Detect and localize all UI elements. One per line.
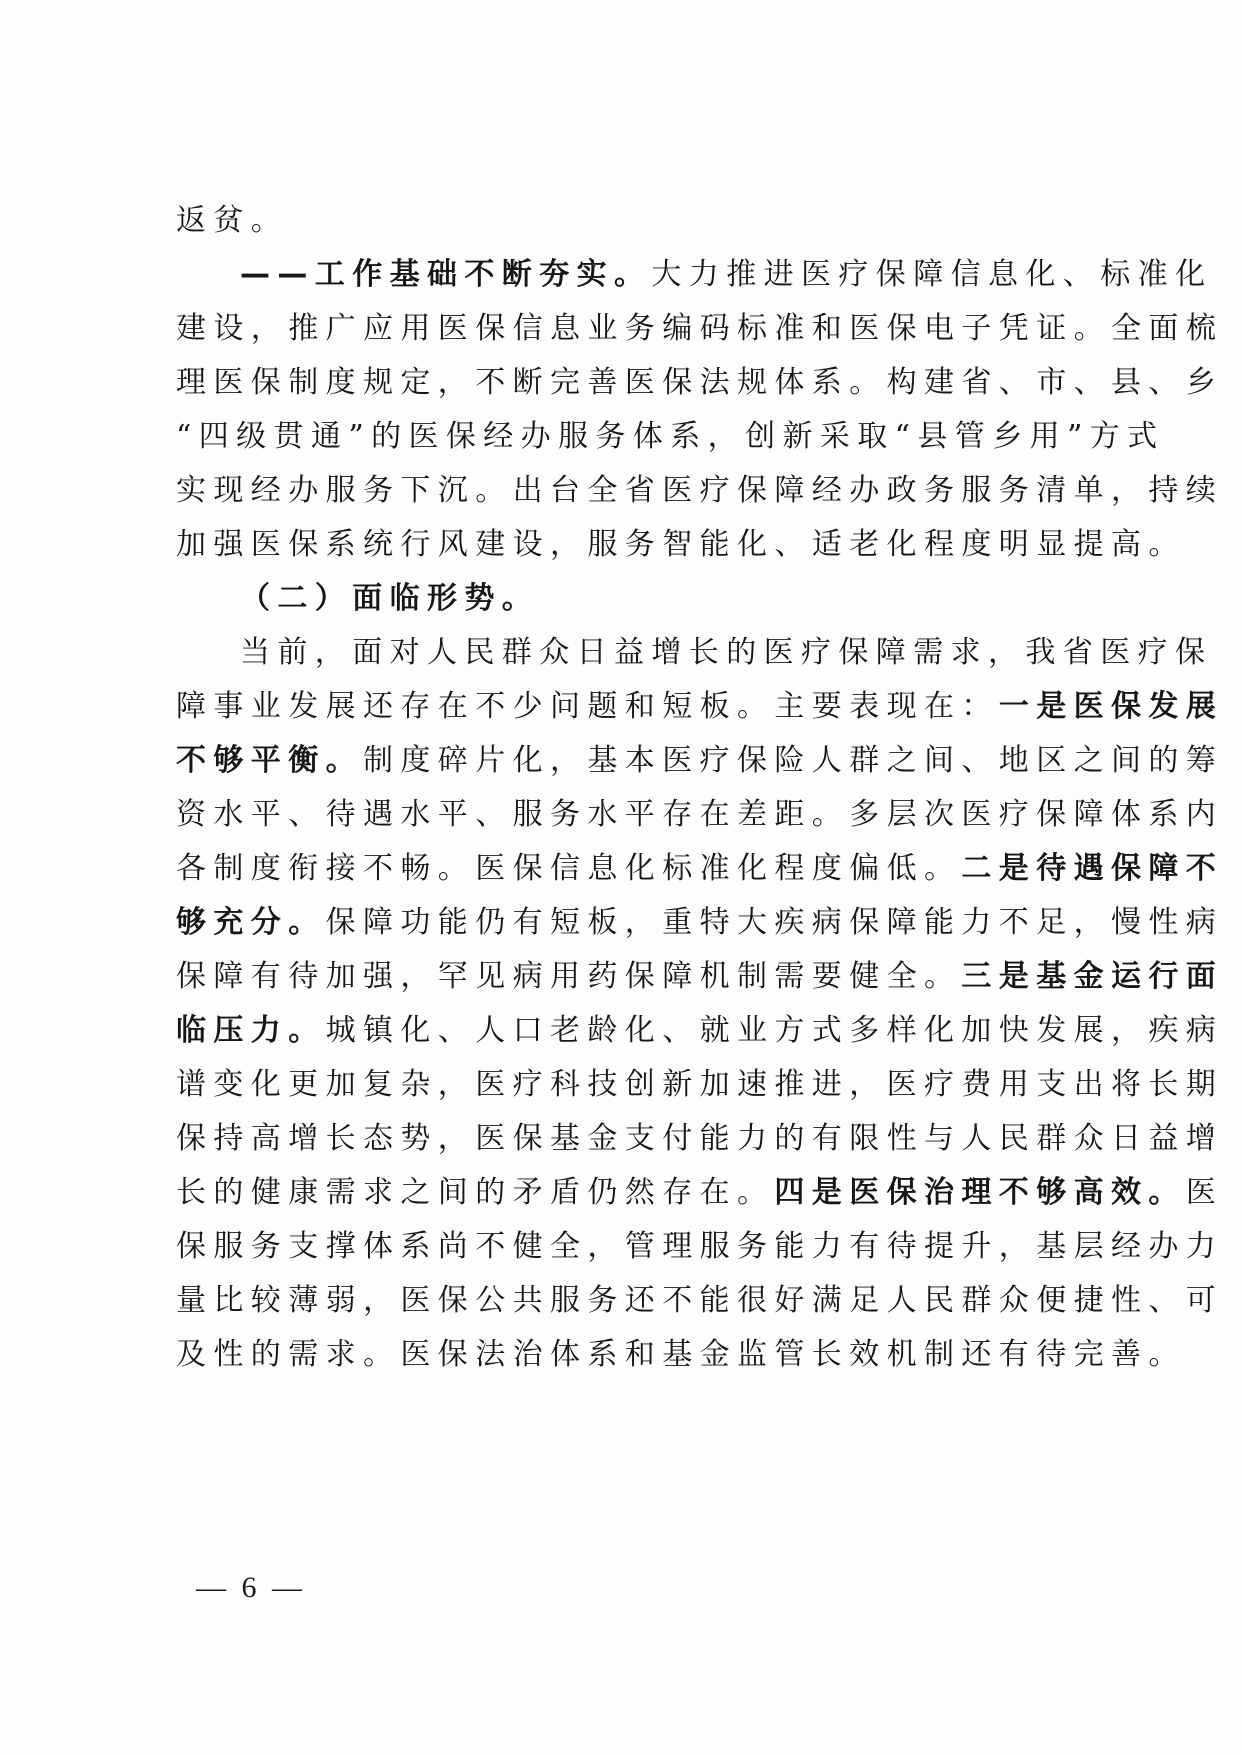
text-segment-bold: 够充分。: [176, 905, 326, 940]
text-segment: 城镇化、人口老龄化、就业方式多样化加快发展，疾病: [325, 1013, 1224, 1048]
text-line: [176, 687, 1223, 727]
text-segment: 实现经办服务下沉。出台全省医疗保障经办政务服务清单，持续: [176, 473, 1224, 508]
text-line: [176, 903, 1223, 943]
text-line: [176, 1173, 1223, 1213]
text-segment-bold: 三是基金运行面: [961, 959, 1224, 994]
text-line: [176, 471, 1223, 511]
text-line: [176, 1119, 1223, 1159]
text-segment-bold: 二是待遇保障不: [961, 851, 1224, 886]
text-segment: 当前，面对人民群众日益增长的医疗保障需求，我省医疗保: [240, 635, 1213, 670]
text-segment-bold: 四是医保治理不够高效。: [774, 1175, 1186, 1210]
text-segment: 保障功能仍有短板，重特大疾病保障能力不足，慢性病: [325, 905, 1224, 940]
text-line: [176, 795, 1223, 835]
text-segment: 大力推进医疗保障信息化、标准化: [651, 257, 1213, 292]
text-line: [176, 1335, 1186, 1375]
text-segment: 建设，推广应用医保信息业务编码标准和医保电子凭证。全面梳: [176, 311, 1224, 346]
text-line: [176, 741, 1223, 781]
text-segment-bold: （二）面临形势。: [240, 581, 540, 616]
text-segment: 制度碎片化，基本医疗保险人群之间、地区之间的筹: [363, 743, 1224, 778]
text-segment-bold: 临压力。: [176, 1013, 326, 1048]
section-heading: [240, 579, 539, 619]
text-segment: 理医保制度规定，不断完善医保法规体系。构建省、市、县、乡: [176, 365, 1224, 400]
text-segment: 保服务支撑体系尚不健全，管理服务能力有待提升，基层经办力: [176, 1229, 1224, 1264]
text-segment-bold: 一是医保发展: [998, 689, 1224, 724]
text-segment: 医: [1185, 1175, 1224, 1210]
text-segment: 及性的需求。医保法治体系和基金监管长效机制还有待完善。: [176, 1337, 1186, 1372]
text-segment: “四级贯通”的医保经办服务体系，创新采取“县管乡用”方式: [176, 419, 1165, 454]
text-line: [176, 957, 1223, 997]
text-segment: 各制度衔接不畅。医保信息化标准化程度偏低。: [176, 851, 962, 886]
text-line: [240, 633, 1212, 673]
text-line: [176, 201, 288, 241]
text-line: [176, 1227, 1223, 1267]
text-line: [176, 1281, 1223, 1321]
text-line: [176, 417, 1165, 457]
text-segment: 保障有待加强，罕见病用药保障机制需要健全。: [176, 959, 962, 994]
text-segment: 量比较薄弱，医保公共服务还不能很好满足人民群众便捷性、可: [176, 1283, 1224, 1318]
page-number: — 6 —: [196, 1571, 306, 1604]
text-segment: 保持高增长态势，医保基金支付能力的有限性与人民群众日益增: [176, 1121, 1224, 1156]
text-line: [176, 525, 1186, 565]
text-line: [176, 1011, 1223, 1051]
text-segment: 长的健康需求之间的矛盾仍然存在。: [176, 1175, 775, 1210]
text-line: [176, 309, 1223, 349]
text-line: [176, 849, 1223, 889]
text-line: [176, 1065, 1223, 1105]
text-segment: 谱变化更加复杂，医疗科技创新加速推进，医疗费用支出将长期: [176, 1067, 1224, 1102]
text-segment: 返贫。: [176, 203, 289, 238]
text-segment: 加强医保系统行风建设，服务智能化、适老化程度明显提高。: [176, 527, 1186, 562]
text-segment: 资水平、待遇水平、服务水平存在差距。多层次医疗保障体系内: [176, 797, 1224, 832]
text-segment: 障事业发展还存在不少问题和短板。主要表现在：: [176, 689, 999, 724]
text-line: [240, 255, 1212, 295]
text-line: [176, 363, 1223, 403]
text-segment-bold: 不够平衡。: [176, 743, 363, 778]
text-segment-bold: ——工作基础不断夯实。: [240, 257, 652, 292]
